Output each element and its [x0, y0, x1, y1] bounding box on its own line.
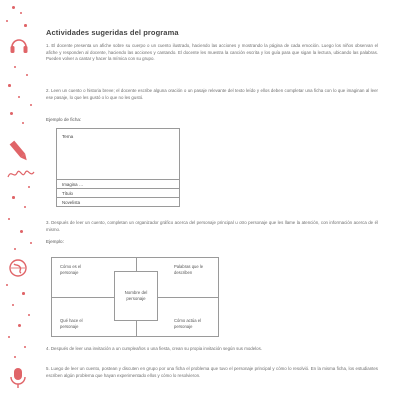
decorative-dot [10, 112, 13, 115]
connector-line [158, 297, 219, 298]
organizer-bottom-left: Qué hace el personaje [60, 318, 83, 329]
decorative-dot [24, 346, 26, 348]
decorative-dot [12, 304, 14, 306]
activity-item-5: 5. Luego de leer un cuento, postean y discuten en grupo por una ficha el problema que tuvo el personaje principal y cómo lo resolvió. En la misma ficha, los estudiantes escriben algún problema que hayan experimentado ellos y cómo lo resolvieron. [46, 366, 378, 378]
decorative-dot [12, 196, 15, 199]
ficha-row: Novelista [57, 197, 179, 206]
decorative-dot [30, 242, 32, 244]
graphic-organizer [51, 257, 219, 337]
organizer-top-right: Palabras que le describen [174, 264, 204, 275]
decorative-dot [20, 12, 22, 14]
decorative-dot [14, 356, 16, 358]
organizer-example-label: Ejemplo: [46, 239, 64, 244]
decorative-dot [28, 314, 30, 316]
decorative-dot [18, 96, 20, 98]
activity-item-3: 3. Después de leer un cuento, completan un organizador gráfico acerca del personaje principal u otro personaje que les llame la atención, con información acerca de él mismo. [46, 220, 378, 232]
connector-line [136, 321, 137, 337]
connector-line [52, 297, 114, 298]
decorative-dot [6, 284, 8, 286]
decorative-dot [8, 218, 10, 220]
ficha-example-label: Ejemplo de ficha: [46, 117, 82, 122]
organizer-bottom-right: Cómo actúa el personaje [174, 318, 201, 329]
document-body [46, 0, 382, 400]
activity-item-4: 4. Después de leer una invitación a un cumpleaños o una fiesta, crean su propia invitación según sus modelos. [46, 346, 263, 351]
organizer-center-box [114, 271, 158, 321]
organizer-top-left: Cómo es el personaje [60, 264, 82, 275]
headphones-icon [8, 34, 30, 56]
ficha-row: Título [57, 188, 179, 197]
decorative-dot [26, 74, 28, 76]
decorative-dot [8, 336, 10, 338]
decorative-dot [22, 292, 25, 295]
ficha-row: Imagina … [57, 179, 179, 188]
ficha-header: Tema [62, 134, 74, 139]
activity-item-1: 1. El docente presenta un afiche sobre su cuerpo o un cuento ilustrado, haciendo las acciones y mostrando la página de cada emoción. Luego los niños observan el afiche y responden al docente, haciendo las acciones y cantando. El docente les muestra la canción escrita y los guía para que sigan la lectura, ubicando las palabras. Pueden volver a cantar y hacer la mímica con su grupo. [46, 43, 378, 62]
decorative-dot [14, 248, 16, 250]
pencil-icon [6, 138, 32, 164]
decorative-dot [20, 230, 23, 233]
signature-scribble-icon [6, 166, 36, 182]
activity-item-2: 2. Leen un cuento o historia breve; el docente escribe alguna oración o un pasaje relevante del texto leído y ellos deben completar una ficha con lo que imaginan al leer ese pasaje, lo que les gustó o lo que no les gustó. [46, 88, 378, 100]
microphone-icon [8, 366, 28, 390]
organizer-center-label: Nombre del personaje [124, 290, 148, 301]
decorative-sidebar [0, 0, 42, 400]
page-title: Actividades sugeridas del programa [46, 28, 179, 37]
decorative-dot [28, 186, 30, 188]
ficha-card [56, 128, 180, 207]
connector-line [136, 258, 137, 271]
decorative-dot [24, 24, 27, 27]
globe-icon [8, 258, 28, 278]
decorative-dot [24, 206, 26, 208]
decorative-dot [14, 66, 16, 68]
decorative-dot [6, 20, 8, 22]
decorative-dot [12, 6, 15, 9]
decorative-dot [8, 84, 11, 87]
decorative-dot [22, 122, 24, 124]
decorative-dot [30, 104, 32, 106]
decorative-dot [18, 324, 21, 327]
